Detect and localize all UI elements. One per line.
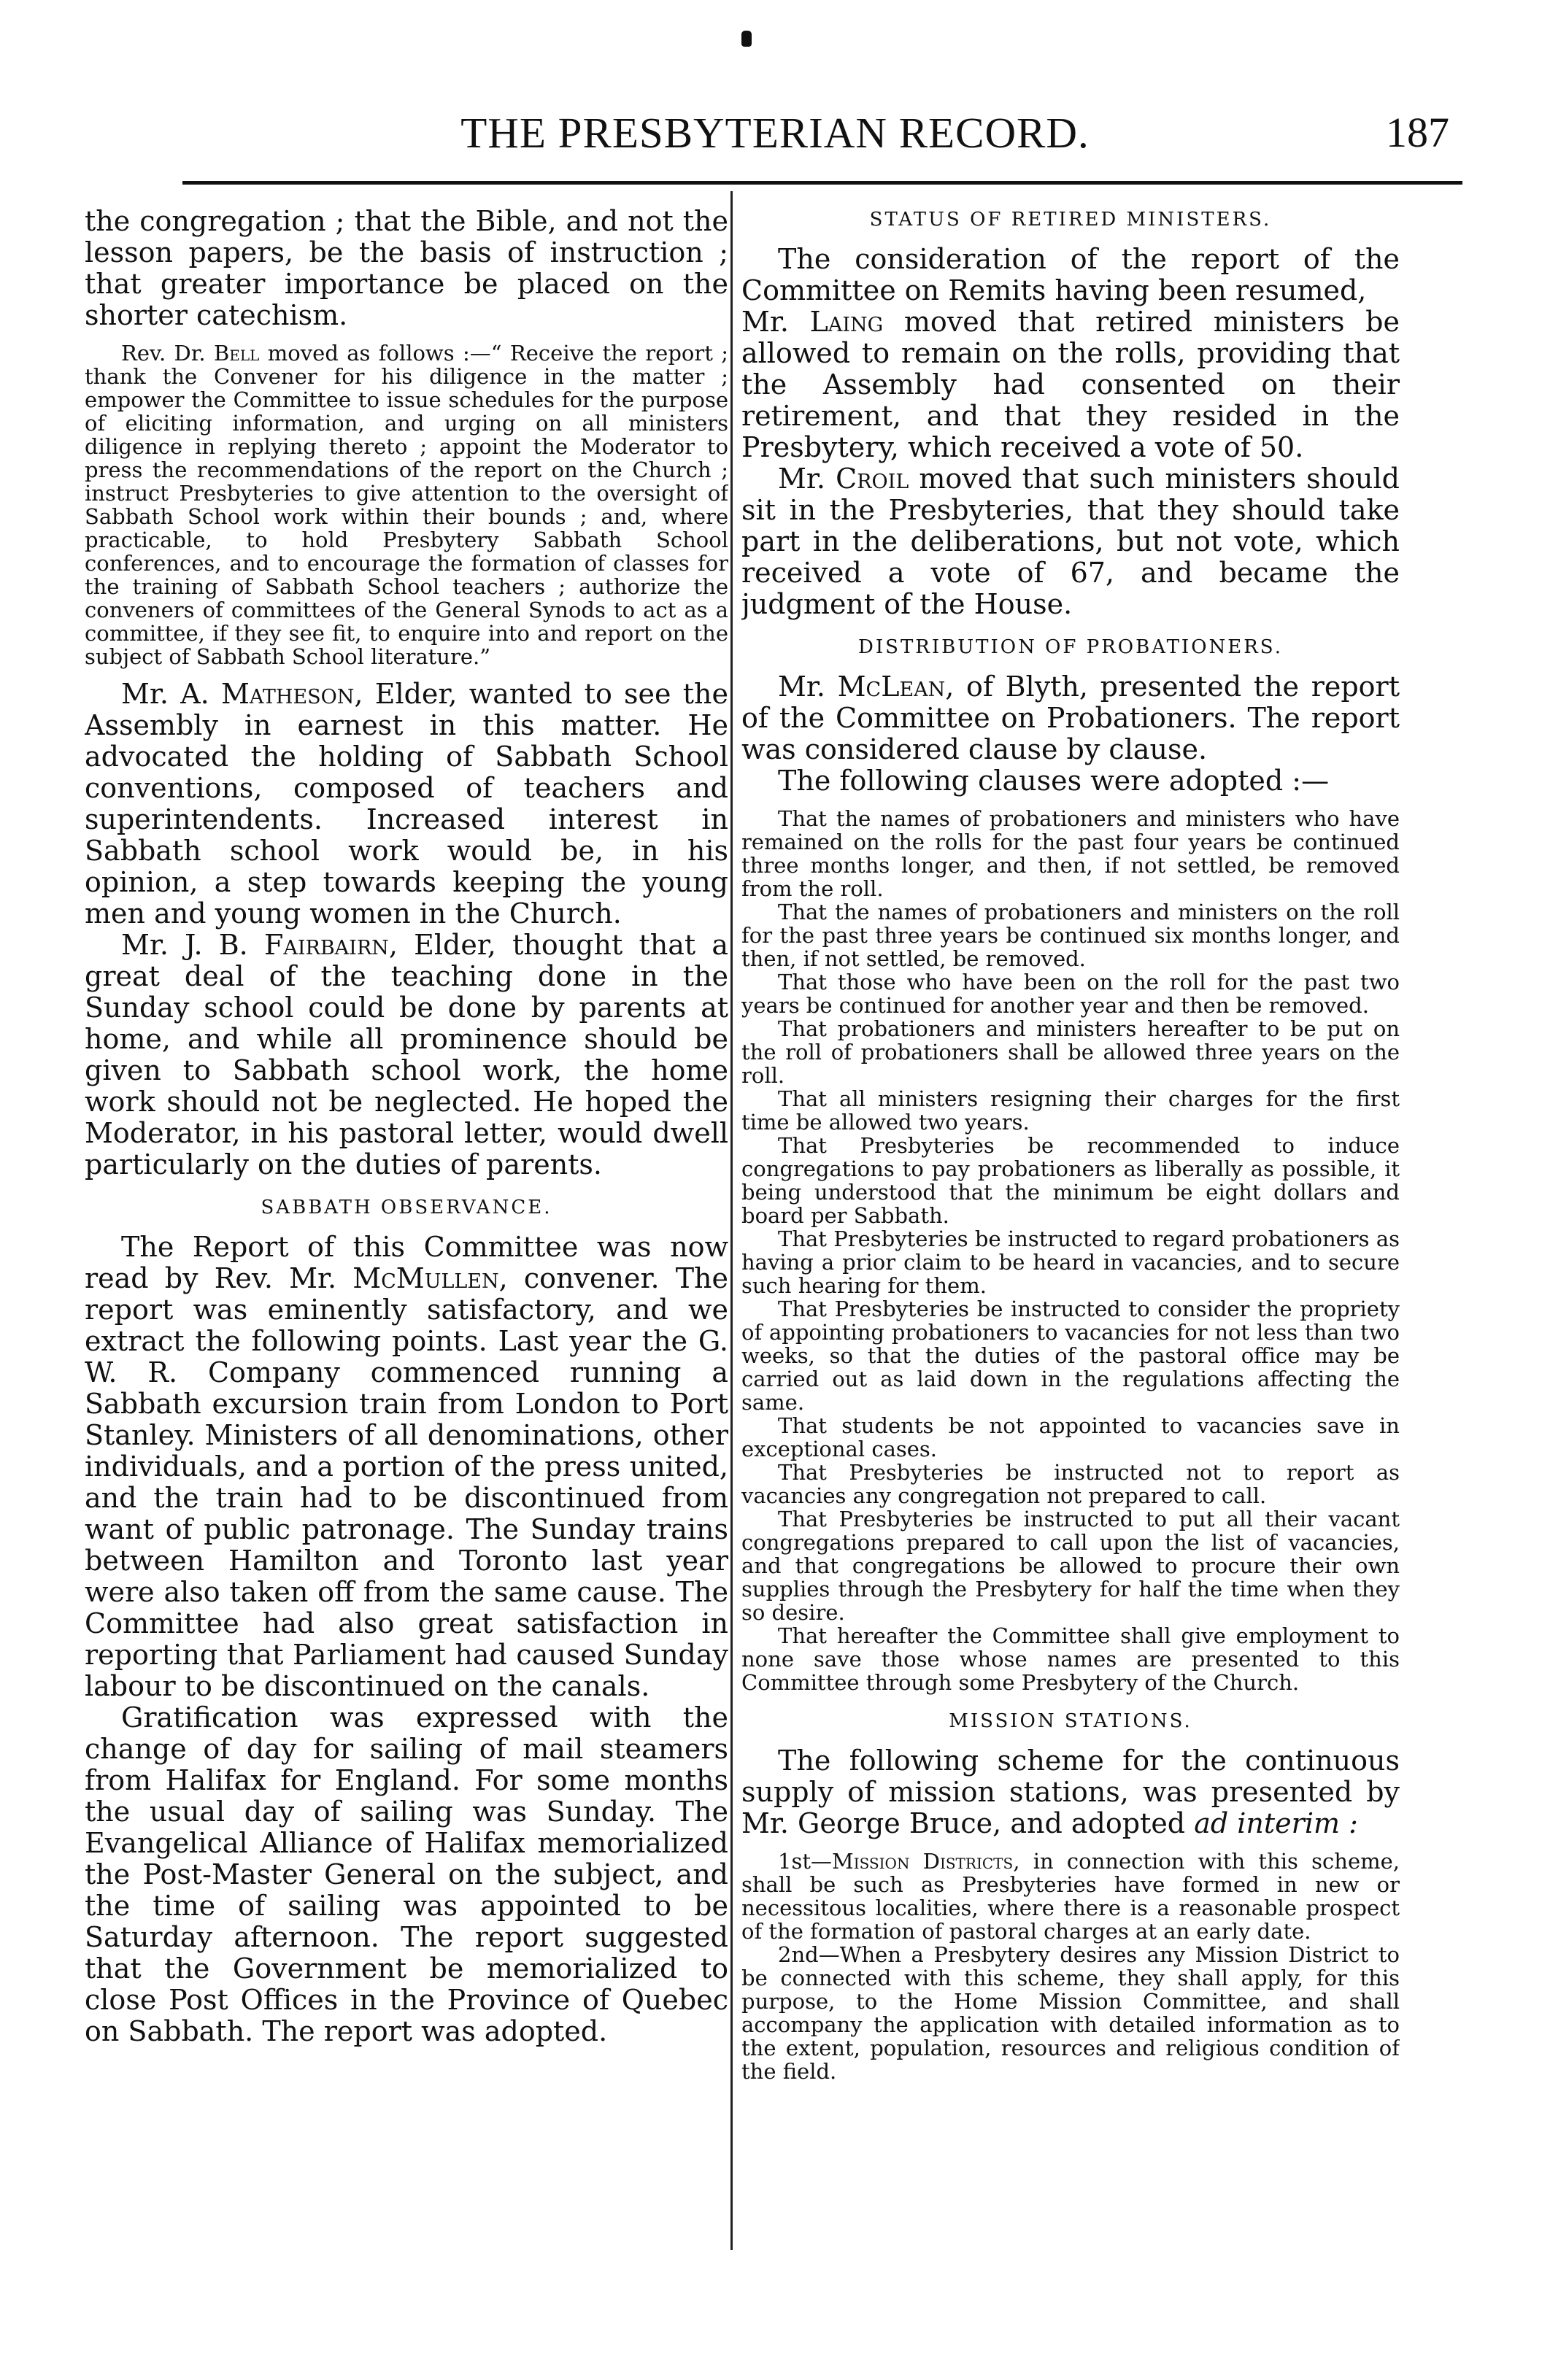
left-column	[85, 206, 728, 2241]
clause-item: That probationers and ministers hereafter to be put on the roll of probationers shall be allowed three years on the roll.	[741, 1016, 1400, 1088]
italic-phrase: ad interim :	[1194, 1807, 1358, 1839]
clause-item: That the names of probationers and ministers on the roll for the past three years be continued six months longer, and then, if not settled, be removed.	[741, 900, 1400, 971]
clause-item: That Presbyteries be instructed to regard probationers as having a prior claim to be heard in vacancies, and to secure such hearing for them.	[741, 1226, 1400, 1298]
speaker-name: Bell	[213, 341, 260, 366]
page-header	[88, 108, 1462, 174]
paragraph: Mr. Laing moved that retired ministers be allowed to remain on the rolls, providing that the Assembly had consented on their retirement, and that they resided in the Presbytery, which received a vote of 50.	[741, 306, 1400, 463]
paragraph: 1st—Mission Districts, in connection with this scheme, shall be such as Presbyteries have formed in new or necessitous localities, where there is a reasonable prospect of the formation of pastoral charges at an early date.	[741, 1849, 1400, 1944]
paragraph: Mr. Croil moved that such ministers should sit in the Presbyteries, that they should take part in the deliberations, but not vote, which received a vote of 67, and became the judgment of the House.	[741, 463, 1400, 620]
paragraph: 2nd—When a Presbytery desires any Mission District to be connected with this scheme, they shall apply, for this purpose, to the Home Mission Committee, and shall accompany the application with detailed information as to the extent, population, resources and religious condition of the field.	[741, 1942, 1400, 2084]
speaker-name: McMullen	[352, 1262, 499, 1294]
section-heading: STATUS OF RETIRED MINISTERS.	[869, 209, 1272, 231]
speaker-name: Laing	[809, 306, 884, 338]
clause-item: That hereafter the Committee shall give employment to none save those whose names are presented to this Committee through some Presbytery of the Church.	[741, 1623, 1400, 1695]
paragraph: the congregation ; that the Bible, and not the lesson papers, be the basis of instruction ; that greater importance be placed on the shorter catechism.	[85, 206, 728, 331]
clause-item: That Presbyteries be instructed not to report as vacancies any congregation not prepared to call.	[741, 1460, 1400, 1508]
header-rule	[182, 181, 1462, 185]
clause-item: That Presbyteries be instructed to consider the propriety of appointing probationers to vacancies for not less than two weeks, so that the duties of the pastoral office may be carried out as laid down in the regulations affecting the same.	[741, 1297, 1400, 1415]
paragraph: Mr. McLean, of Blyth, presented the report of the Committee on Probationers. The report was considered clause by clause.	[741, 671, 1400, 765]
clause-item: That Presbyteries be instructed to put all their vacant congregations prepared to call upon the list of vacancies, and that congregations be allowed to procure their own supplies through the Presbytery for half the time when they so desire.	[741, 1507, 1400, 1625]
clause-item: That all ministers resigning their charges for the first time be allowed two years.	[741, 1086, 1400, 1135]
speaker-name: Croil	[836, 463, 909, 495]
journal-title: THE PRESBYTERIAN RECORD.	[460, 109, 1090, 157]
speaker-name: McLean	[837, 671, 946, 703]
section-heading: SABBATH OBSERVANCE.	[261, 1197, 552, 1218]
section-heading: MISSION STATIONS.	[949, 1710, 1192, 1732]
paragraph: The following clauses were adopted :—	[778, 765, 1330, 797]
clause-item: That Presbyteries be recommended to induce congregations to pay probationers as liberally as possible, it being understood that the minimum be eight dollars and board per Sabbath.	[741, 1133, 1400, 1228]
clause-item: That those who have been on the roll for the past two years be continued for another year and then be removed.	[741, 970, 1400, 1018]
right-column	[741, 206, 1400, 2241]
page-number: 187	[1386, 109, 1449, 156]
paragraph: The Report of this Committee was now read by Rev. Mr. McMullen, convener. The report was eminently satisfactory, and we extract the following points. Last year the G. W. R. Company commenced running a Sabbath excursion train from London to Port Stanley. Ministers of all denominations, other individuals, and a portion of the press united, and the train had to be discontinued from want of public patronage. The Sunday trains between Hamilton and Toronto last year were also taken off from the same cause. The Committee had also great satisfaction in reporting that Parliament had caused Sunday labour to be discontinued on the canals.	[85, 1231, 728, 1702]
paragraph: The following scheme for the continuous supply of mission stations, was presented by Mr. George Bruce, and adopted ad interim :	[741, 1745, 1400, 1839]
paragraph: Rev. Dr. Bell moved as follows :—“ Receive the report ; thank the Convener for his diligence in the matter ; empower the Committee to issue schedules for the purpose of eliciting information, and urging on all ministers diligence in replying thereto ; appoint the Moderator to press the recommendations of the report on the Church ; instruct Presbyteries to give attention to the oversight of Sabbath School work within their bounds ; and, where practicable, to hold Presbytery Sabbath School conferences, and to encourage the formation of classes for the training of Sabbath School teachers ; authorize the conveners of committees of the General Synods to act as a committee, if they see fit, to enquire into and report on the subject of Sabbath School literature.”	[85, 341, 728, 669]
clause-list	[741, 807, 1400, 1694]
speaker-name: Fairbairn	[263, 929, 389, 961]
speaker-name: Matheson	[220, 678, 355, 710]
paragraph: Gratification was expressed with the change of day for sailing of mail steamers from Halifax for England. For some months the usual day of sailing was Sunday. The Evangelical Alliance of Halifax memorialized the Post-Master General on the subject, and the time of sailing was appointed to be Saturday afternoon. The report suggested that the Government be memorialized to close Post Offices in the Province of Quebec on Sabbath. The report was adopted.	[85, 1701, 728, 2047]
paragraph: The consideration of the report of the Committee on Remits having been resumed,	[741, 243, 1400, 306]
clause-item: That the names of probationers and ministers who have remained on the rolls for the past four years be continued three months longer, and then, if not settled, be removed from the roll.	[741, 806, 1400, 901]
ink-mark	[741, 31, 752, 47]
paragraph: Mr. A. Matheson, Elder, wanted to see the Assembly in earnest in this matter. He advocated the holding of Sabbath School conventions, composed of teachers and superintendents. Increased interest in Sabbath school work would be, in his opinion, a step towards keeping the young men and young women in the Church.	[85, 678, 728, 930]
section-heading: DISTRIBUTION OF PROBATIONERS.	[858, 636, 1283, 658]
column-divider	[730, 191, 733, 2250]
clause-item: That students be not appointed to vacancies save in exceptional cases.	[741, 1413, 1400, 1461]
term-name: Mission Districts	[832, 1849, 1014, 1874]
paragraph: Mr. J. B. Fairbairn, Elder, thought that a great deal of the teaching done in the Sunday school could be done by parents at home, and while all prominence should be given to Sabbath school work, the home work should not be neglected. He hoped the Moderator, in his pastoral letter, would dwell particularly on the duties of parents.	[85, 929, 728, 1181]
